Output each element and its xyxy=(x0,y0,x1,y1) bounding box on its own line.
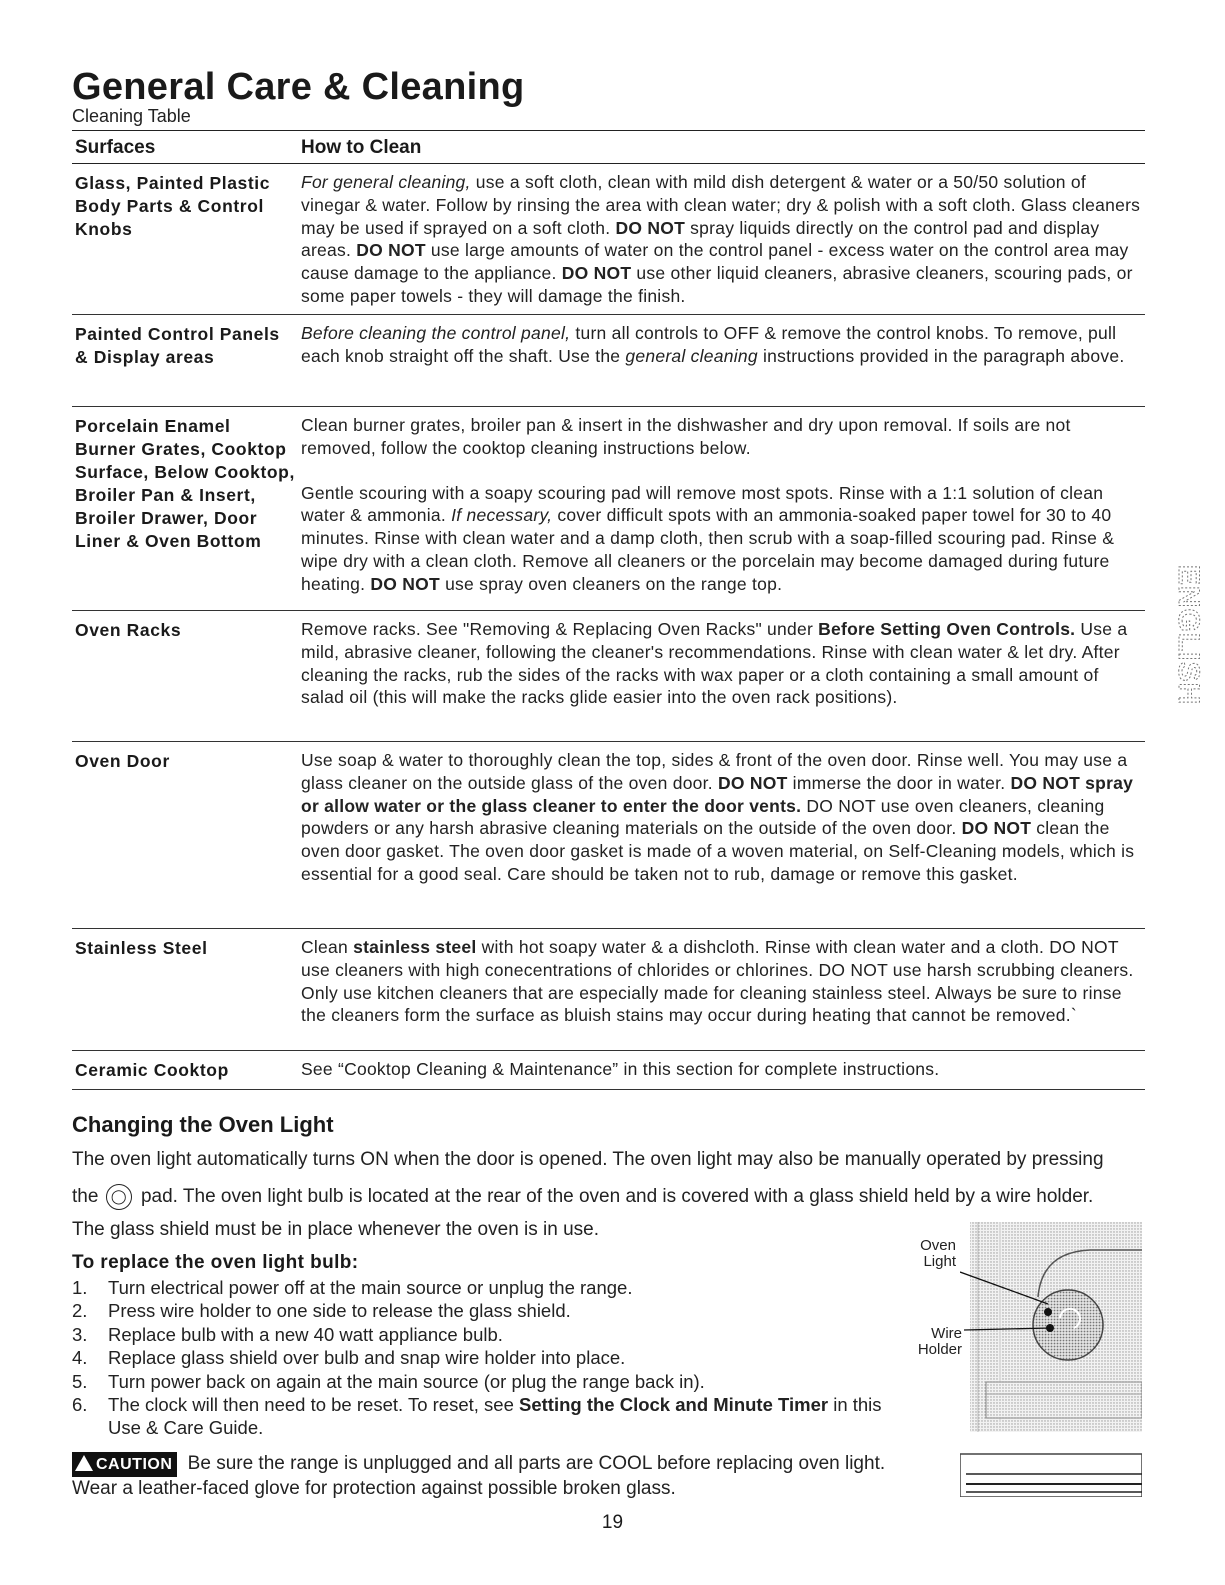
text-run: clean the oven door gasket. The oven door gasket is made of a woven material, on Self-Cleaning models, which is essential for a good seal. Care should be taken not to rub, damage or remove this gasket. xyxy=(301,818,1135,884)
how-to-clean-cell xyxy=(301,164,1145,308)
text-run: use other liquid cleaners, abrasive cleaners, scouring pads, or some paper towels - they will damage the finish. xyxy=(301,263,1133,306)
surface-cell: Porcelain Enamel Burner Grates, Cooktop Surface, Below Cooktop, Broiler Pan & Insert, Broiler Drawer, Door Liner & Oven Bottom xyxy=(75,416,295,551)
step-text-tail: in this Use & Care Guide. xyxy=(108,1394,882,1439)
caution-text: Be sure the range is unplugged and all parts are COOL before replacing oven light. Wear a leather-faced glove for protection against possible broken glass. xyxy=(72,1453,886,1499)
procedure-step xyxy=(72,1393,892,1440)
surface-cell: Oven Door xyxy=(75,751,170,771)
surface-cell: Glass, Painted Plastic Body Parts & Control Knobs xyxy=(75,173,271,239)
table-row xyxy=(72,315,1145,407)
surface-cell: Stainless Steel xyxy=(75,938,208,958)
surface-cell: Ceramic Cooktop xyxy=(75,1060,229,1080)
text-run: Gentle scouring with a soapy scouring pad will remove most spots. Rinse with a 1:1 solution of clean water & ammonia. xyxy=(301,482,1104,526)
caution-note xyxy=(72,1452,902,1500)
text-run: DO NOT xyxy=(718,772,788,793)
procedure-step xyxy=(72,1346,892,1369)
table-row xyxy=(72,407,1145,611)
how-to-clean-cell xyxy=(301,407,1145,596)
text-run: cover difficult spots with an ammonia-soaked paper towel for 30 to 40 minutes. Rinse with clean water and a damp cloth, then scrub with a soap-filled scouring pad. Rinse & wipe dry with a clean cloth. Remove all cleaners or the porcelain may become damaged during future heating. xyxy=(301,505,1115,594)
step-text: Replace bulb with a new 40 watt appliance bulb. xyxy=(108,1323,503,1345)
section-heading: Changing the Oven Light xyxy=(72,1112,334,1137)
side-tab-label: ENGLISH xyxy=(1172,564,1206,706)
text-run: If necessary, xyxy=(451,505,553,526)
table-header xyxy=(72,130,1145,164)
text-run: Before Setting Oven Controls. xyxy=(818,619,1076,639)
step-number: 6. xyxy=(72,1394,88,1416)
column-header-how-to-clean: How to Clean xyxy=(301,137,422,158)
text-run: DO NOT xyxy=(615,217,686,238)
text-run: Remove racks. See "Removing & Replacing Oven Racks" under xyxy=(301,619,819,639)
step-text: Press wire holder to one side to release the glass shield. xyxy=(108,1300,571,1322)
step-text: Replace glass shield over bulb and snap wire holder into place. xyxy=(108,1347,626,1369)
step-number: 3. xyxy=(72,1323,88,1345)
table-body xyxy=(72,164,1145,1090)
step-reference: Setting the Clock and Minute Timer xyxy=(519,1394,829,1416)
step-text: Turn electrical power off at the main source or unplug the range. xyxy=(108,1277,633,1298)
step-number: 5. xyxy=(72,1370,88,1392)
intro-line-2b: pad. The oven light bulb is located at the rear of the oven and is covered with a glass shield held by a wire holder. xyxy=(140,1186,1094,1208)
surface-cell: Painted Control Panels & Display areas xyxy=(75,324,280,367)
caution-badge xyxy=(72,1452,177,1477)
text-run: with hot soapy water & a dishcloth. Rinse with clean water and a cloth. DO NOT use cleaners with high conecentrations of chlorides or chlorines. DO NOT use harsh scrubbing cleaners. Only use kitchen cleaners that are especially made for cleaning stainless steel. Always be sure to rinse the cleaners form the surface as bluish stains may occur during heating that cannot be removed.` xyxy=(301,937,1134,1026)
text-run: use large amounts of water on the control panel - excess water on the control area may cause damage to the appliance. xyxy=(301,240,1129,284)
text-run: instructions provided in the paragraph above. xyxy=(757,345,1125,366)
surface-cell: Oven Racks xyxy=(75,620,182,640)
procedure-step xyxy=(72,1323,892,1346)
text-run: use a soft cloth, clean with mild dish detergent & water or a 50/50 solution of vinegar & water. Follow by rinsing the area with clean water; dry & polish with a soft cloth. Glass cleaners may be used if sprayed on a soft cloth. xyxy=(301,172,1141,238)
warning-icon xyxy=(75,1455,93,1471)
table-row xyxy=(72,742,1145,929)
text-run: DO NOT spray or allow water or the glass cleaner to enter the door vents. xyxy=(301,772,1134,816)
intro-line-1: The oven light automatically turns ON when the door is opened. The oven light may also be manually operated by pressing xyxy=(72,1149,1104,1170)
text-run: DO NOT xyxy=(961,818,1032,839)
procedure-step xyxy=(72,1276,892,1299)
step-text: The clock will then need to be reset. To reset, see xyxy=(108,1394,519,1416)
how-to-clean-cell xyxy=(301,611,1145,709)
instruction-paragraph xyxy=(301,618,1145,709)
caution-label: CAUTION xyxy=(96,1456,173,1473)
page-title: General Care & Cleaning xyxy=(72,66,525,108)
instruction-paragraph xyxy=(301,749,1145,886)
how-to-clean-cell xyxy=(301,929,1145,1027)
text-run: DO NOT xyxy=(561,263,632,284)
text-run: use spray oven cleaners on the range top. xyxy=(439,573,783,594)
how-to-clean-cell xyxy=(301,1051,1145,1081)
text-run: stainless steel xyxy=(353,937,477,957)
table-row xyxy=(72,929,1145,1051)
step-number: 2. xyxy=(72,1300,88,1322)
text-run: See “Cooktop Cleaning & Maintenance” in this section for complete instructions. xyxy=(301,1059,940,1079)
text-run: DO NOT xyxy=(356,240,426,261)
procedure-heading: To replace the oven light bulb: xyxy=(72,1252,359,1273)
intro-line-2 xyxy=(72,1184,1093,1210)
label-oven-light: Oven Light xyxy=(920,1237,956,1270)
intro-line-3: The glass shield must be in place whenever the oven is in use. xyxy=(72,1219,600,1240)
step-text: Turn power back on again at the main source (or plug the range back in). xyxy=(108,1370,705,1392)
procedure-step xyxy=(72,1299,892,1322)
text-run: DO NOT xyxy=(370,573,440,594)
column-header-surfaces: Surfaces xyxy=(75,137,156,158)
intro-line-2a: the xyxy=(72,1186,99,1208)
table-row xyxy=(72,164,1145,315)
how-to-clean-cell xyxy=(301,315,1145,368)
text-run: immerse the door in water. xyxy=(787,772,1011,793)
page-subtitle: Cleaning Table xyxy=(72,106,191,126)
text-run: For general cleaning, xyxy=(301,172,471,192)
text-run: Clean xyxy=(301,937,354,957)
light-bulb-icon: ◯ xyxy=(106,1184,132,1210)
procedure-steps xyxy=(72,1276,892,1440)
side-tab xyxy=(1160,560,1214,710)
text-run: Before cleaning the control panel, xyxy=(301,323,571,343)
table-row xyxy=(72,1051,1145,1090)
text-run: DO NOT use oven cleaners, cleaning powders or any harsh abrasive cleaning materials on the outside of the oven door. xyxy=(301,795,1105,839)
instruction-paragraph xyxy=(301,171,1145,308)
instruction-paragraph xyxy=(301,414,1145,460)
text-run: turn all controls to OFF & remove the control knobs. To remove, pull each knob straight off the shaft. Use the xyxy=(301,323,1117,366)
text-run: general cleaning xyxy=(625,345,758,366)
instruction-paragraph xyxy=(301,1058,1145,1081)
instruction-paragraph xyxy=(301,322,1145,368)
instruction-paragraph xyxy=(301,482,1145,596)
oven-light-illustration xyxy=(917,1222,1142,1497)
how-to-clean-cell xyxy=(301,742,1145,886)
page-number: 19 xyxy=(601,1512,624,1533)
instruction-paragraph xyxy=(301,936,1145,1027)
procedure-step xyxy=(72,1370,892,1393)
cleaning-table xyxy=(72,130,1145,1090)
step-number: 4. xyxy=(72,1347,88,1369)
text-run: Clean burner grates, broiler pan & insert in the dishwasher and dry upon removal. If soils are not removed, follow the cooktop cleaning instructions below. xyxy=(301,415,1071,458)
text-run: Use soap & water to thoroughly clean the top, sides & front of the oven door. Rinse well. You may use a glass cleaner on the outside glass of the oven door. xyxy=(301,750,1128,793)
table-row xyxy=(72,611,1145,742)
text-run: Use a mild, abrasive cleaner, following the cleaner's recommendations. Rinse with clean water & let dry. After cleaning the racks, rub the sides of the racks with wax paper or a cloth containing a small amount of salad oil (this will make the racks glide easier into the oven rack positions). xyxy=(301,619,1128,708)
step-number: 1. xyxy=(72,1277,88,1298)
label-wire-holder: Wire Holder xyxy=(917,1325,962,1358)
oven-interior-drawing xyxy=(960,1222,1142,1497)
text-run: spray liquids directly on the control pad and display areas. xyxy=(301,217,1100,261)
